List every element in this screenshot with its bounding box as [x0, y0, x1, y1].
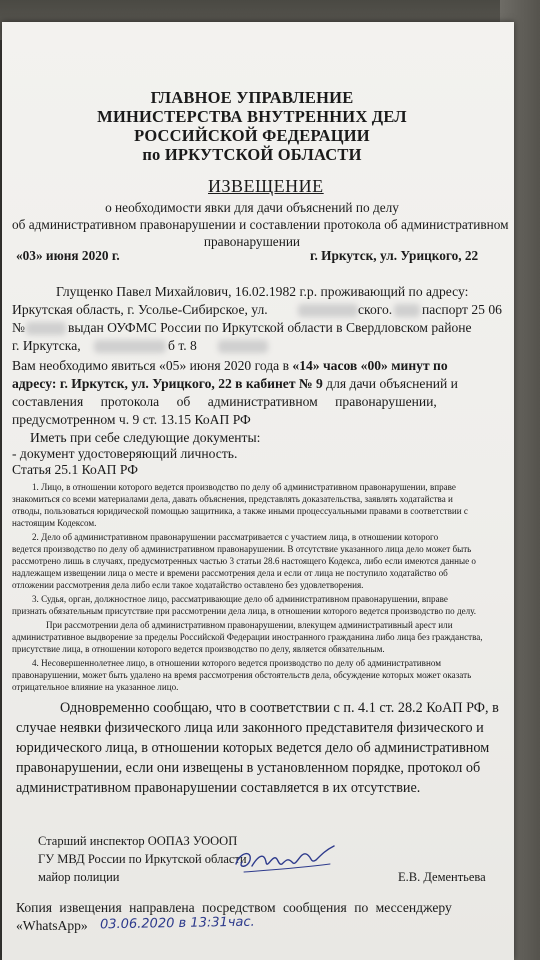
redaction-passport: [26, 322, 66, 335]
main-line-6: [12, 376, 458, 392]
handwritten-signature: [230, 834, 340, 884]
article-p2-l4: надлежащем извещении лица о месте и времени рассмотрения дела и если от лица не поступило ходатайство об: [12, 568, 448, 578]
main-line-5a: Вам необходимо явиться «05» июня 2020 года в: [12, 358, 293, 373]
article-p2-l1: 2. Дело об административном правонарушении рассматривается с участием лица, в отношении которого: [32, 532, 439, 542]
header-line-4: по ИРКУТСКОЙ ОБЛАСТИ: [142, 145, 362, 164]
main-line-2b: ского.: [358, 302, 393, 317]
article-p3-l1: 3. Судья, орган, должностное лицо, рассматривающие дело об административном правонарушении, вправе: [32, 594, 448, 604]
main-line-7: составления протокола об административном правонарушении,: [12, 394, 437, 409]
document-title: ИЗВЕЩЕНИЕ: [208, 176, 324, 196]
signatory-line-2: ГУ МВД России по Иркутской области: [38, 852, 247, 866]
notice-line-4: правонарушении, если они извещены в установленном порядке, протокол об: [16, 760, 481, 776]
main-line-3a: №: [12, 320, 25, 335]
article-p4-l2: правонарушении, может быть удалено на время рассмотрения обстоятельств дела, обсуждение которых может оказать: [12, 670, 472, 680]
main-line-10: - документ удостоверяющий личность.: [12, 446, 238, 461]
main-line-2c: паспорт 25 06: [422, 302, 502, 317]
main-line-2a: Иркутская область, г. Усолье-Сибирское, ул.: [12, 302, 268, 317]
main-line-5: [12, 358, 448, 374]
main-line-8: предусмотренном ч. 9 ст. 13.15 КоАП РФ: [12, 412, 251, 427]
header-line-2: МИНИСТЕРСТВА ВНУТРЕННИХ ДЕЛ: [97, 107, 407, 126]
article-heading: Статья 25.1 КоАП РФ: [12, 462, 138, 477]
article-p1-l4: настоящим Кодексом.: [12, 518, 97, 528]
article-p3b-l3: присутствие лица, в отношении которого ведется производство по делу, является обязательным.: [12, 644, 385, 654]
main-line-4b: б т. 8: [168, 338, 197, 353]
redaction-street: [298, 304, 358, 317]
article-p4-l3: отрицательное влияние на указанное лицо.: [12, 682, 179, 692]
subtitle-line-2: об административном правонарушении и составлении протокола об административном: [12, 217, 509, 232]
article-p2-l2: ведется производство по делу об административном правонарушении. В отсутствие указанного лица дело может быть: [12, 544, 472, 554]
copy-line-2: «WhatsApp»: [16, 918, 88, 933]
document-page: [2, 22, 514, 960]
subtitle-line-1: о необходимости явки для дачи объяснений по делу: [105, 200, 399, 215]
article-p3b-l2: административное выдворение за пределы Российской Федерации иностранного гражданина либо лица без гражданства,: [12, 632, 483, 642]
redaction-house: [394, 304, 420, 317]
signatory-line-3: майор полиции: [38, 870, 120, 884]
article-p3-l2: признать обязательным присутствие при рассмотрении дела лица, в отношении которого ведется производство по делу.: [12, 606, 477, 616]
main-line-6b: для дачи объяснений и: [322, 376, 458, 391]
article-p1-l3: отводы, пользоваться юридической помощью защитника, а также иными процессуальными правами в соответствии с: [12, 506, 468, 516]
article-p3b-l1: При рассмотрении дела об административном правонарушении, влекущем административный арест или: [46, 620, 453, 630]
header-line-3: РОССИЙСКОЙ ФЕДЕРАЦИИ: [134, 126, 370, 145]
article-p4-l1: 4. Несовершеннолетнее лицо, в отношении которого ведется производство по делу об административном: [32, 658, 441, 668]
redaction-phone: [218, 340, 268, 353]
main-line-4a: г. Иркутска,: [12, 338, 81, 353]
redaction-date: [94, 340, 166, 353]
copy-line-1: Копия извещения направлена посредством сообщения по мессенджеру: [16, 900, 452, 915]
main-line-3b: выдан ОУФМС России по Иркутской области в Свердловском районе: [68, 320, 472, 335]
main-line-9: Иметь при себе следующие документы:: [30, 430, 261, 445]
notice-line-3: юридического лица, в отношении которых ведется дело об административном: [16, 740, 490, 756]
article-p2-l3: рассмотрено лишь в случаях, предусмотренных частью 3 статьи 28.6 настоящего Кодекса, либо если имеются данные о: [12, 556, 476, 566]
notice-date: «03» июня 2020 г.: [16, 248, 120, 263]
main-line-6a: адресу: г. Иркутск, ул. Урицкого, 22 в кабинет № 9: [12, 376, 323, 391]
article-p1-l2: знакомиться со всеми материалами дела, давать объяснения, представлять доказательства, заявлять ходатайства и: [12, 494, 453, 504]
main-line-1: Глущенко Павел Михайлович, 16.02.1982 г.р. проживающий по адресу:: [56, 284, 469, 299]
notice-place: г. Иркутск, ул. Урицкого, 22: [310, 248, 479, 263]
article-p2-l5: отложении рассмотрения дела либо если такое ходатайство оставлено без удовлетворения.: [12, 580, 364, 590]
signatory-line-1: Старший инспектор ООПАЗ УОООП: [38, 834, 238, 848]
notice-line-5: административном правонарушении составляется в их отсутствие.: [16, 780, 421, 796]
header-line-1: ГЛАВНОЕ УПРАВЛЕНИЕ: [150, 88, 354, 107]
notice-line-1: Одновременно сообщаю, что в соответствии с п. 4.1 ст. 28.2 КоАП РФ, в: [60, 700, 499, 716]
signatory-name: Е.В. Дементьева: [398, 870, 486, 884]
subtitle-line-3: правонарушении: [203, 234, 301, 249]
notice-line-2: случае неявки физического лица или законного представителя физического и: [16, 720, 484, 736]
handwritten-timestamp: 03.06.2020 в 13:31час.: [99, 914, 255, 933]
main-line-5b: «14» часов «00» минут по: [292, 358, 448, 373]
article-p1-l1: 1. Лицо, в отношении которого ведется производство по делу об административном правонарушении, вправе: [32, 482, 456, 492]
